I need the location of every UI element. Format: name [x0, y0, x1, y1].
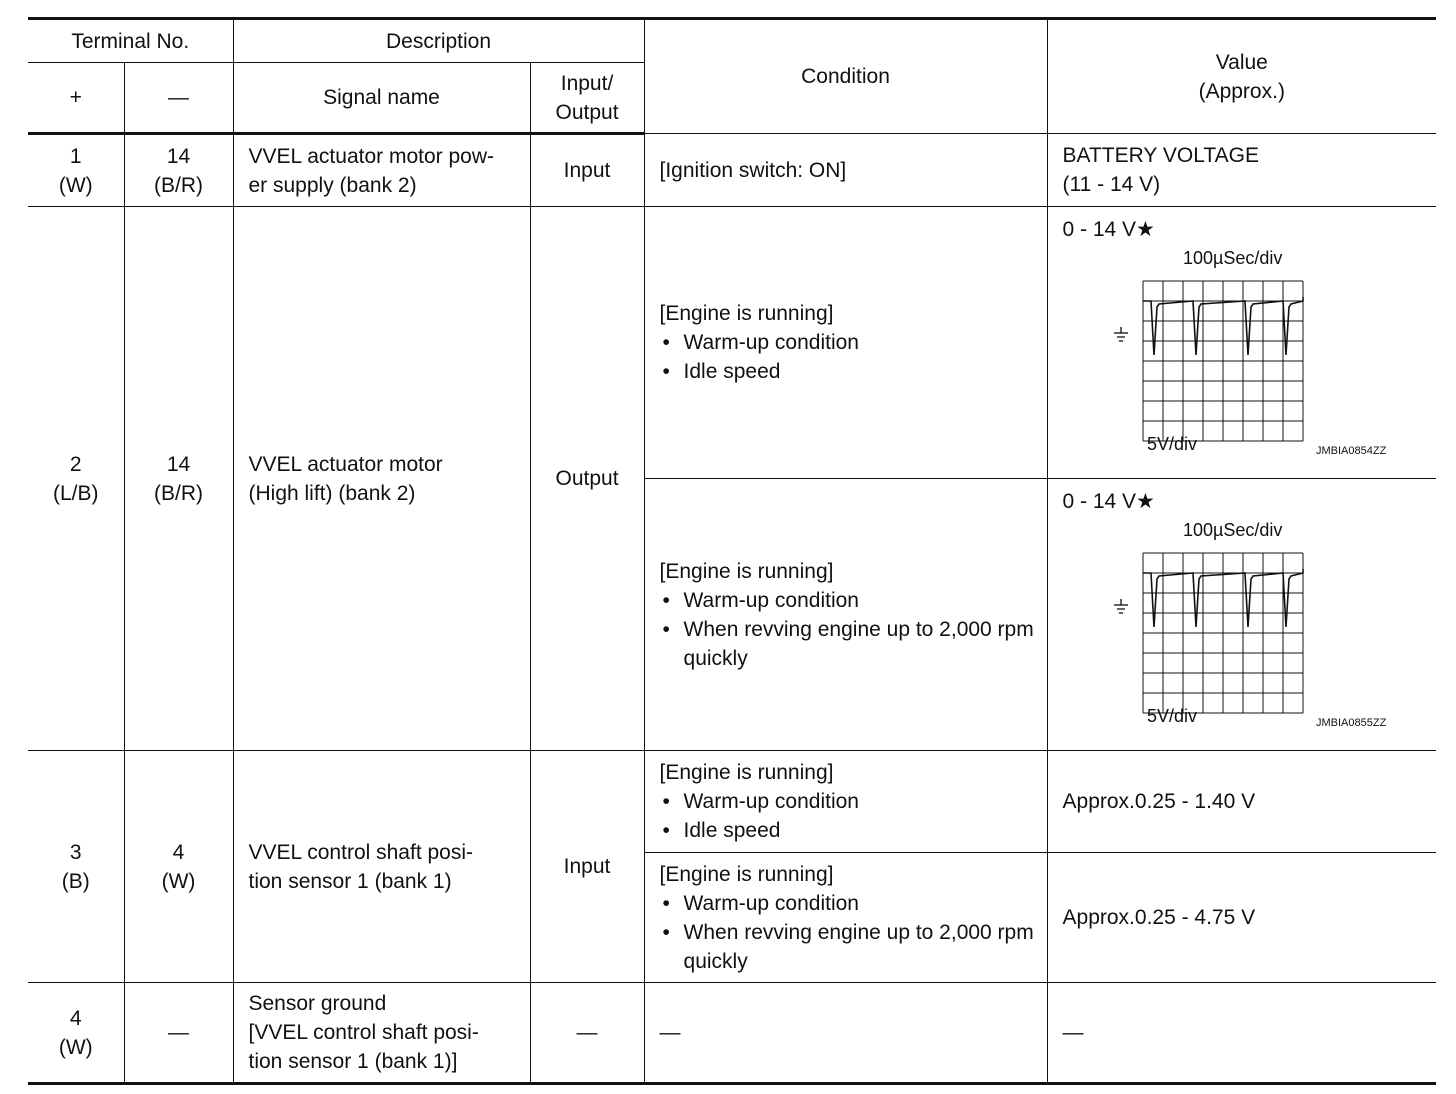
signal-name: [233, 207, 530, 751]
plus-terminal: [28, 207, 124, 751]
wire-color: (B): [61, 869, 90, 893]
terminal-number: 3: [69, 840, 82, 864]
oscilloscope-waveform-2: [1108, 513, 1408, 738]
value-text: 0 - 14 V★: [1062, 490, 1155, 513]
condition-item: • Idle speed: [660, 357, 1047, 386]
input-output: Input: [530, 134, 644, 207]
condition: [644, 479, 1047, 751]
condition-heading: [Engine is running]: [659, 302, 834, 325]
header-signal-name: Signal name: [233, 63, 530, 134]
header-value: [1047, 19, 1436, 134]
condition-item: • When revving engine up to 2,000 rpm quickly: [660, 918, 1047, 976]
minus-terminal: [124, 751, 233, 983]
header-terminal-no: Terminal No.: [28, 19, 233, 63]
condition-heading: [Engine is running]: [659, 862, 834, 886]
value: [1047, 207, 1436, 479]
terminal-number: 14: [166, 144, 191, 168]
plus-terminal: [28, 751, 124, 983]
scope-volt-label: 5V/div: [1146, 706, 1197, 726]
value-line: (11 - 14 V): [1062, 173, 1161, 196]
header-io-line2: Output: [555, 100, 619, 124]
wire-color: (B/R): [154, 481, 203, 505]
value: —: [1047, 983, 1436, 1084]
condition: —: [644, 983, 1047, 1084]
signal-line: VVEL actuator motor: [248, 452, 443, 476]
condition-item: • Warm-up condition: [660, 586, 1047, 615]
signal-line: VVEL control shaft posi-: [248, 840, 473, 864]
signal-line: tion sensor 1 (bank 1): [248, 869, 452, 893]
scope-grid: [1143, 281, 1303, 441]
condition-item: • Warm-up condition: [660, 328, 1047, 357]
oscilloscope-panel: [1063, 479, 1437, 750]
ground-symbol: [1114, 599, 1128, 613]
wire-color: (L/B): [52, 481, 99, 505]
wire-color: (W): [161, 869, 196, 893]
header-row-1: [28, 19, 1436, 63]
terminal-number: 14: [166, 452, 191, 476]
value-text: 0 - 14 V★: [1062, 218, 1155, 241]
header-value-line2: (Approx.): [1198, 79, 1285, 103]
header-value-line1: Value: [1215, 50, 1268, 74]
signal-name: [233, 751, 530, 983]
minus-terminal: [124, 207, 233, 751]
condition: [644, 853, 1047, 983]
terminal-number: 4: [172, 840, 185, 864]
header-description: Description: [233, 19, 644, 63]
signal-line: er supply (bank 2): [248, 173, 417, 197]
header-plus: +: [28, 63, 124, 134]
oscilloscope-waveform-1: [1108, 241, 1408, 466]
plus-terminal: [28, 983, 124, 1084]
condition-item: • Warm-up condition: [660, 787, 1047, 816]
input-output: Output: [530, 207, 644, 751]
wire-color: (B/R): [154, 173, 203, 197]
scope-figure-code: JMBIA0855ZZ: [1315, 717, 1386, 729]
value-line: BATTERY VOLTAGE: [1062, 144, 1259, 167]
signal-name: [233, 983, 530, 1084]
scope-time-label: 100µSec/div: [1182, 248, 1282, 268]
terminal-spec-table: [28, 17, 1436, 1085]
table-row: [28, 207, 1436, 479]
table-row: [28, 134, 1436, 207]
condition-item: • When revving engine up to 2,000 rpm quickly: [660, 615, 1047, 673]
minus-terminal: [124, 134, 233, 207]
condition-item: • Idle speed: [660, 816, 1047, 845]
terminal-number: 1: [69, 144, 82, 168]
scope-grid: [1143, 553, 1303, 713]
terminal-number: 4: [69, 1006, 82, 1030]
condition-list: [660, 328, 1047, 386]
table-row: [28, 983, 1436, 1084]
signal-line: VVEL actuator motor pow-: [248, 144, 494, 168]
table-row: [28, 751, 1436, 853]
value: Approx.0.25 - 1.40 V: [1047, 751, 1436, 853]
header-io-line1: Input/: [560, 71, 614, 95]
input-output: —: [530, 983, 644, 1084]
condition: [644, 207, 1047, 479]
condition-heading: [Engine is running]: [659, 761, 834, 784]
input-output: Input: [530, 751, 644, 983]
signal-line: tion sensor 1 (bank 1)]: [248, 1050, 458, 1073]
header-condition: Condition: [644, 19, 1047, 134]
signal-line: Sensor ground: [248, 992, 387, 1015]
ground-symbol: [1114, 327, 1128, 341]
condition: [Ignition switch: ON]: [644, 134, 1047, 207]
signal-name: [233, 134, 530, 207]
condition-list: [660, 787, 1047, 845]
value: [1047, 479, 1436, 751]
condition-list: [660, 586, 1047, 673]
header-input-output: [530, 63, 644, 134]
wire-color: (W): [58, 1035, 93, 1059]
condition-item: • Warm-up condition: [660, 889, 1047, 918]
value: [1047, 134, 1436, 207]
header-minus: —: [124, 63, 233, 134]
wire-color: (W): [58, 173, 93, 197]
scope-figure-code: JMBIA0854ZZ: [1315, 445, 1386, 457]
condition-list: [660, 889, 1047, 976]
condition-heading: [Engine is running]: [659, 559, 834, 583]
oscilloscope-panel: [1063, 207, 1437, 478]
plus-terminal: [28, 134, 124, 207]
terminal-number: 2: [69, 452, 82, 476]
scope-time-label: 100µSec/div: [1182, 520, 1282, 540]
value: Approx.0.25 - 4.75 V: [1047, 853, 1436, 983]
scope-volt-label: 5V/div: [1146, 434, 1197, 454]
condition: [644, 751, 1047, 853]
minus-terminal: —: [124, 983, 233, 1084]
signal-line: (High lift) (bank 2): [248, 481, 416, 505]
signal-line: [VVEL control shaft posi-: [248, 1021, 479, 1044]
